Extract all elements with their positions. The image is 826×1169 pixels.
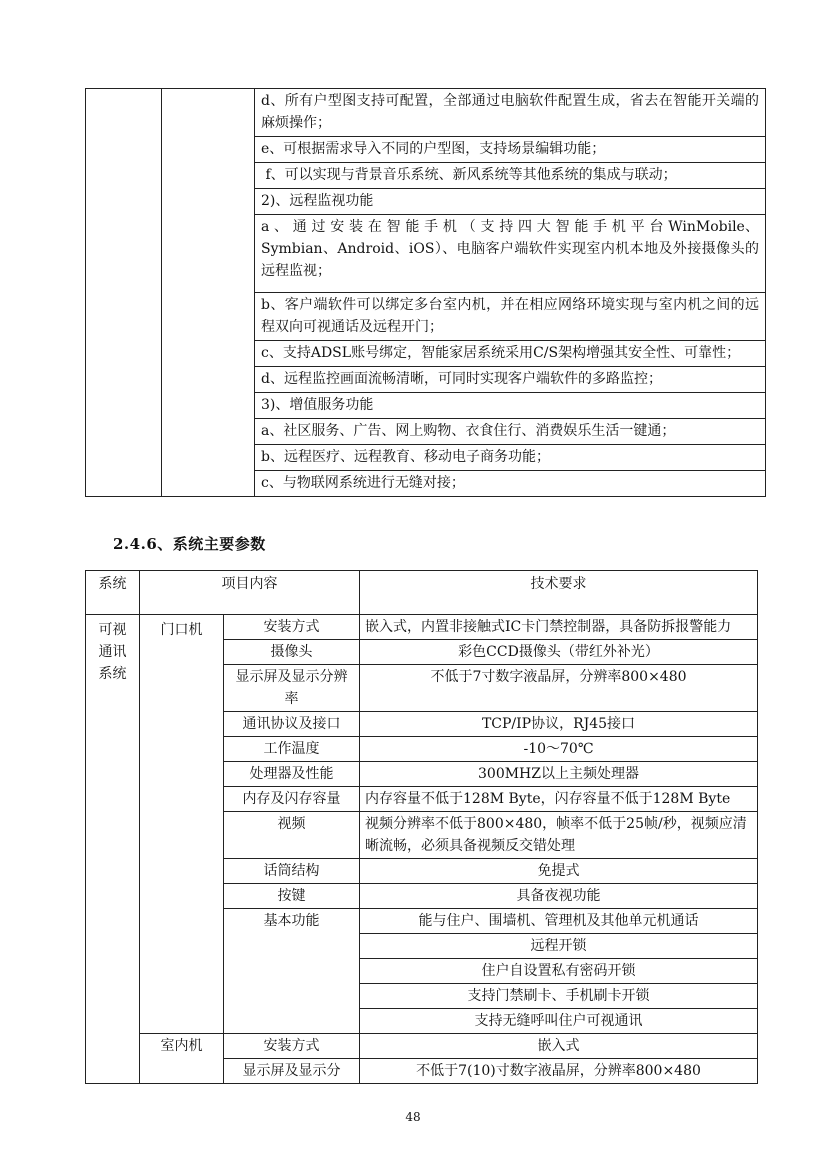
req-cell: 支持无缝呼叫住户可视通讯 <box>360 1009 758 1034</box>
item-cell: 摄像头 <box>224 640 360 665</box>
item-cell: 显示屏及显示分辨率 <box>224 665 360 712</box>
function-row-text: a、社区服务、广告、网上购物、衣食住行、消费娱乐生活一键通； <box>255 419 766 445</box>
system-name: 可视通讯系统 <box>86 615 140 1084</box>
item-cell: 安装方式 <box>224 615 360 640</box>
header-requirement: 技术要求 <box>360 571 758 615</box>
req-cell: -10～70℃ <box>360 737 758 762</box>
indoor-unit-name: 室内机 <box>140 1034 224 1084</box>
function-row-text: a 、 通 过 安 装 在 智 能 手 机 （ 支 持 四 大 智 能 手 机 平 台 WinMobile、Symbian、Android、iOS）、电脑客户端软件实现室内机本地及外接摄像头的远程监视； <box>255 215 766 293</box>
function-row-text: e、可根据需求导入不同的户型图，支持场景编辑功能； <box>255 137 766 163</box>
function-row-text: c、与物联网系统进行无缝对接； <box>255 471 766 497</box>
item-cell: 内存及闪存容量 <box>224 787 360 812</box>
req-cell: 远程开锁 <box>360 934 758 959</box>
section-heading: 2.4.6、系统主要参数 <box>113 535 266 553</box>
item-cell: 工作温度 <box>224 737 360 762</box>
table-row <box>86 89 766 137</box>
req-cell: 住户自设置私有密码开锁 <box>360 959 758 984</box>
item-cell: 安装方式 <box>224 1034 360 1059</box>
page-number: 48 <box>405 1110 421 1124</box>
item-cell: 视频 <box>224 812 360 859</box>
req-cell: 不低于7(10)寸数字液晶屏，分辨率800×480 <box>360 1059 758 1084</box>
req-cell: 视频分辨率不低于800×480，帧率不低于25帧/秒，视频应清晰流畅，必须具备视频反交错处理 <box>360 812 758 859</box>
header-row <box>86 571 758 615</box>
function-row-text: d、远程监控画面流畅清晰，可同时实现客户端软件的多路监控； <box>255 367 766 393</box>
function-row-text: c、支持ADSL账号绑定，智能家居系统采用C/S架构增强其安全性、可靠性； <box>255 341 766 367</box>
req-cell: 彩色CCD摄像头（带红外补光） <box>360 640 758 665</box>
function-row-text: d、所有户型图支持可配置，全部通过电脑软件配置生成，省去在智能开关端的麻烦操作； <box>255 89 766 137</box>
req-cell: 不低于7寸数字液晶屏，分辨率800×480 <box>360 665 758 712</box>
req-cell: 具备夜视功能 <box>360 884 758 909</box>
item-cell: 处理器及性能 <box>224 762 360 787</box>
item-cell: 话筒结构 <box>224 859 360 884</box>
req-cell: 300MHZ以上主频处理器 <box>360 762 758 787</box>
req-cell: 嵌入式，内置非接触式IC卡门禁控制器，具备防拆报警能力 <box>360 615 758 640</box>
door-unit-name: 门口机 <box>140 615 224 1034</box>
req-cell: 嵌入式 <box>360 1034 758 1059</box>
empty-cell <box>162 89 255 497</box>
params-table <box>85 570 758 1084</box>
header-system: 系统 <box>86 571 140 615</box>
function-row-text: f、可以实现与背景音乐系统、新风系统等其他系统的集成与联动； <box>255 163 766 189</box>
function-list-table <box>85 88 766 497</box>
function-row-text: b、客户端软件可以绑定多台室内机，并在相应网络环境实现与室内机之间的远程双向可视通话及远程开门； <box>255 293 766 341</box>
empty-cell <box>86 89 162 497</box>
function-row-text: 3)、增值服务功能 <box>255 393 766 419</box>
function-row-text: b、远程医疗、远程教育、移动电子商务功能； <box>255 445 766 471</box>
req-cell: 内存容量不低于128M Byte，闪存容量不低于128M Byte <box>360 787 758 812</box>
req-cell: TCP/IP协议，RJ45接口 <box>360 712 758 737</box>
item-cell: 基本功能 <box>224 909 360 1034</box>
item-cell: 按键 <box>224 884 360 909</box>
item-cell: 通讯协议及接口 <box>224 712 360 737</box>
item-cell: 显示屏及显示分 <box>224 1059 360 1084</box>
table-row <box>86 615 758 640</box>
header-item: 项目内容 <box>140 571 360 615</box>
function-row-text: 2)、远程监视功能 <box>255 189 766 215</box>
req-cell: 能与住户、围墙机、管理机及其他单元机通话 <box>360 909 758 934</box>
req-cell: 免提式 <box>360 859 758 884</box>
table-row <box>86 1034 758 1059</box>
req-cell: 支持门禁刷卡、手机刷卡开锁 <box>360 984 758 1009</box>
